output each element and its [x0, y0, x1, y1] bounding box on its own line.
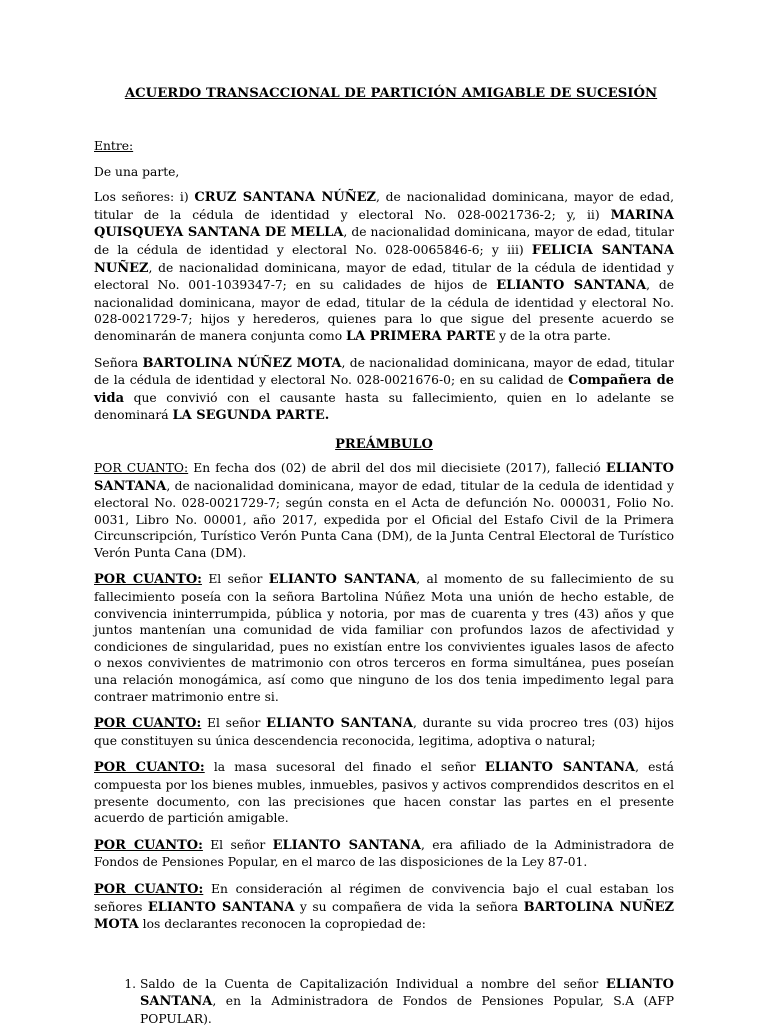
por-cuanto-paragraph-2: POR CUANTO: El señor ELIANTO SANTANA, al momento de su fallecimiento de su fallecimiento poseía con la señora Bartolina Núñez Mota una unión de hecho estable, de convivencia ininterrumpida, pública y notoria, por mas de cuarenta y tres (43) años y que juntos mantenían una comunidad de vida familiar con profundos lazos de afectividad y condiciones de singularidad, pues no existían entre los convivientes iguales lasos de afecto o nexos convivientes de matrimonio con otros terceros en forma simultánea, pues poseían una relación monogámica, así como que ninguno de los dos tenia impedimento legal para contraer matrimonio entre si. — [94, 572, 675, 704]
document-title: ACUERDO TRANSACCIONAL DE PARTICIÓN AMIGABLE DE SUCESIÓN — [124, 86, 658, 101]
por-cuanto-paragraph-1: POR CUANTO: En fecha dos (02) de abril del dos mil diecisiete (2017), falleció ELIANTO SANTANA, de nacionalidad dominicana, mayor de edad, titular de la cedula de identidad y electoral No. 028-0021729-7; según consta en el Acta de defunción No. 000031, Folio No. 0031, Libro No. 00001, año 2017, expedida por el Oficial del Estafo Civil de la Primera Circunscripción, Turístico Verón Punta Cana (DM), de la Junta Central Electoral de Turístico Verón Punta Cana (DM). — [94, 460, 674, 560]
segunda-parte-paragraph: Señora BARTOLINA NÚÑEZ MOTA, de nacionalidad dominicana, mayor de edad, titular de la cédula de identidad y electoral No. 028-0021676-0; en su calidad de Compañera de vida que convivió con el causante hasta su fallecimiento, quien en lo adelante se denominará LA SEGUNDA PARTE. — [94, 355, 675, 424]
copropiedad-list — [94, 976, 674, 1028]
por-cuanto-paragraph-3: POR CUANTO: El señor ELIANTO SANTANA, durante su vida procreo tres (03) hijos que constituyen su única descendencia reconocida, legitima, adoptiva o natural; — [94, 716, 674, 748]
preambulo-heading: PREÁMBULO — [335, 436, 433, 452]
list-item: 1. Saldo de la Cuenta de Capitalización Individual a nombre del señor ELIANTO SANTANA, en la Administradora de Fondos de Pensiones Popular, S.A (AFP POPULAR). — [140, 976, 674, 1028]
una-parte-text: De una parte, — [94, 164, 180, 179]
por-cuanto-paragraph-4: POR CUANTO: la masa sucesoral del finado el señor ELIANTO SANTANA, está compuesta por los bienes mubles, inmuebles, pasivos y activos comprendidos descritos en el presente documento, con las precisiones que hacen constar las partes en el presente acuerdo de partición amigable. — [94, 760, 675, 826]
por-cuanto-paragraph-6: POR CUANTO: En consideración al régimen de convivencia bajo el cual estaban los señores ELIANTO SANTANA y su compañera de vida la señora BARTOLINA NUÑEZ MOTA los declarantes reconocen la copropiedad de: — [94, 881, 675, 933]
por-cuanto-paragraph-5: POR CUANTO: El señor ELIANTO SANTANA, era afiliado de la Administradora de Fondos de Pensiones Popular, en el marco de las disposiciones de la Ley 87-01. — [94, 837, 675, 870]
primera-parte-paragraph: Los señores: i) CRUZ SANTANA NÚÑEZ, de nacionalidad dominicana, mayor de edad, titular de la cédula de identidad y electoral No. 028-0021736-2; y, ii) MARINA QUISQUEYA SANTANA DE MELLA, de nacionalidad dominicana, mayor de edad, titular de la cédula de identidad y electoral No. 028-0065846-6; y iii) FELICIA SANTANA NUÑEZ, de nacionalidad dominicana, mayor de edad, titular de la cédula de identidad y electoral No. 001-1039347-7; en su calidades de hijos de ELIANTO SANTANA, de nacionalidad dominicana, mayor de edad, titular de la cédula de identidad y electoral No. 028-0021729-7; hijos y herederos, quienes para lo que sigue del presente acuerdo se denominarán de manera conjunta como LA PRIMERA PARTE y de la otra parte. — [94, 190, 675, 344]
entre-label: Entre: — [94, 139, 134, 153]
